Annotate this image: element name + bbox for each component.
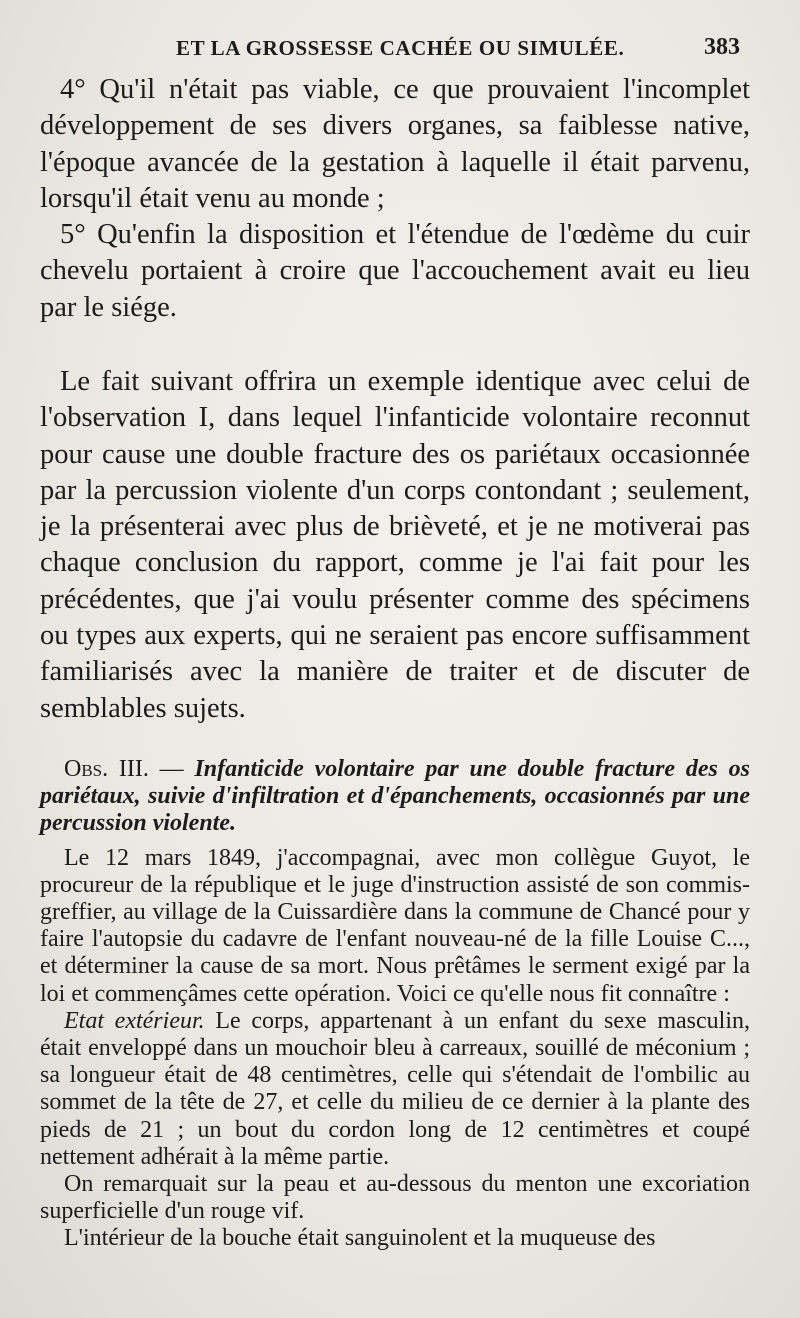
- page-header: [176, 36, 740, 66]
- observation-paragraph-3: On remarquait sur la peau et au-dessous du menton une excoriation superficielle d'un rouge vif.: [40, 1171, 750, 1225]
- conclusions-list: [40, 72, 750, 326]
- observation-paragraph-4: L'intérieur de la bouche était sanguinolent et la muqueuse des: [64, 1225, 656, 1252]
- observation-label: Obs. III.: [64, 756, 149, 782]
- observation-title: Infanticide volontaire par une double fracture des os pariétaux, suivie d'infiltration et d'épanchements, occasionnés par une percussion violente.: [40, 756, 750, 837]
- paragraph-2-text: Le corps, appartenant à un enfant du sexe masculin, était enveloppé dans un mouchoir bleu à carreaux, souillé de méconium ; sa longueur était de 48 centimètres, celle qui s'étendait de l'ombilic au sommet de la tête de 27, et celle du milieu de ce dernier à la plante des pieds de 21 ; un bout du cordon long de 12 centimètres et coupé nettement adhérait à la même partie.: [40, 1007, 750, 1170]
- section-label-etat-exterieur: Etat extérieur.: [64, 1007, 205, 1034]
- intro-paragraph: Le fait suivant offrira un exemple identique avec celui de l'observation I, dans lequel l'infanticide volontaire reconnut pour cause une double fracture des os pariétaux occasionnée par la percussion violente d'un corps contondant ; seulement, je la présenterai avec plus de brièveté, et je ne motiverai pas chaque conclusion du rapport, comme je l'ai fait pour les précédentes, que j'ai voulu présenter comme des spécimens ou types aux experts, qui ne seraient pas encore suffisamment familiarisés avec la manière de traiter et de discuter de semblables sujets.: [40, 366, 750, 724]
- observation-heading: [40, 756, 750, 838]
- page-number: 383: [704, 34, 740, 60]
- conclusion-4: 4° Qu'il n'était pas viable, ce que prouvaient l'incomplet développement de ses divers organes, sa faiblesse native, l'époque avancée de la gestation à laquelle il était parvenu, lorsqu'il était venu au monde ;: [40, 74, 750, 214]
- intro-section: [40, 364, 750, 727]
- observation-paragraph-1: Le 12 mars 1849, j'accompagnai, avec mon collègue Guyot, le procureur de la république et le juge d'instruction assisté de son commis-greffier, au village de la Cuissardière dans la commune de Chancé pour y faire l'autopsie du cadavre de l'enfant nouveau-né de la fille Louise C..., et déterminer la cause de sa mort. Nous prêtâmes le serment exigé par la loi et commençâmes cette opération. Voici ce qu'elle nous fit connaître :: [40, 844, 750, 1007]
- running-head: ET LA GROSSESSE CACHÉE OU SIMULÉE.: [176, 36, 625, 60]
- observation-paragraph-2: [40, 1008, 750, 1171]
- conclusion-5: 5° Qu'enfin la disposition et l'étendue de l'œdème du cuir chevelu portaient à croire que l'accouchement avait eu lieu par le siége.: [40, 219, 750, 323]
- observation-section: [40, 756, 750, 1253]
- observation-dash: —: [148, 756, 195, 782]
